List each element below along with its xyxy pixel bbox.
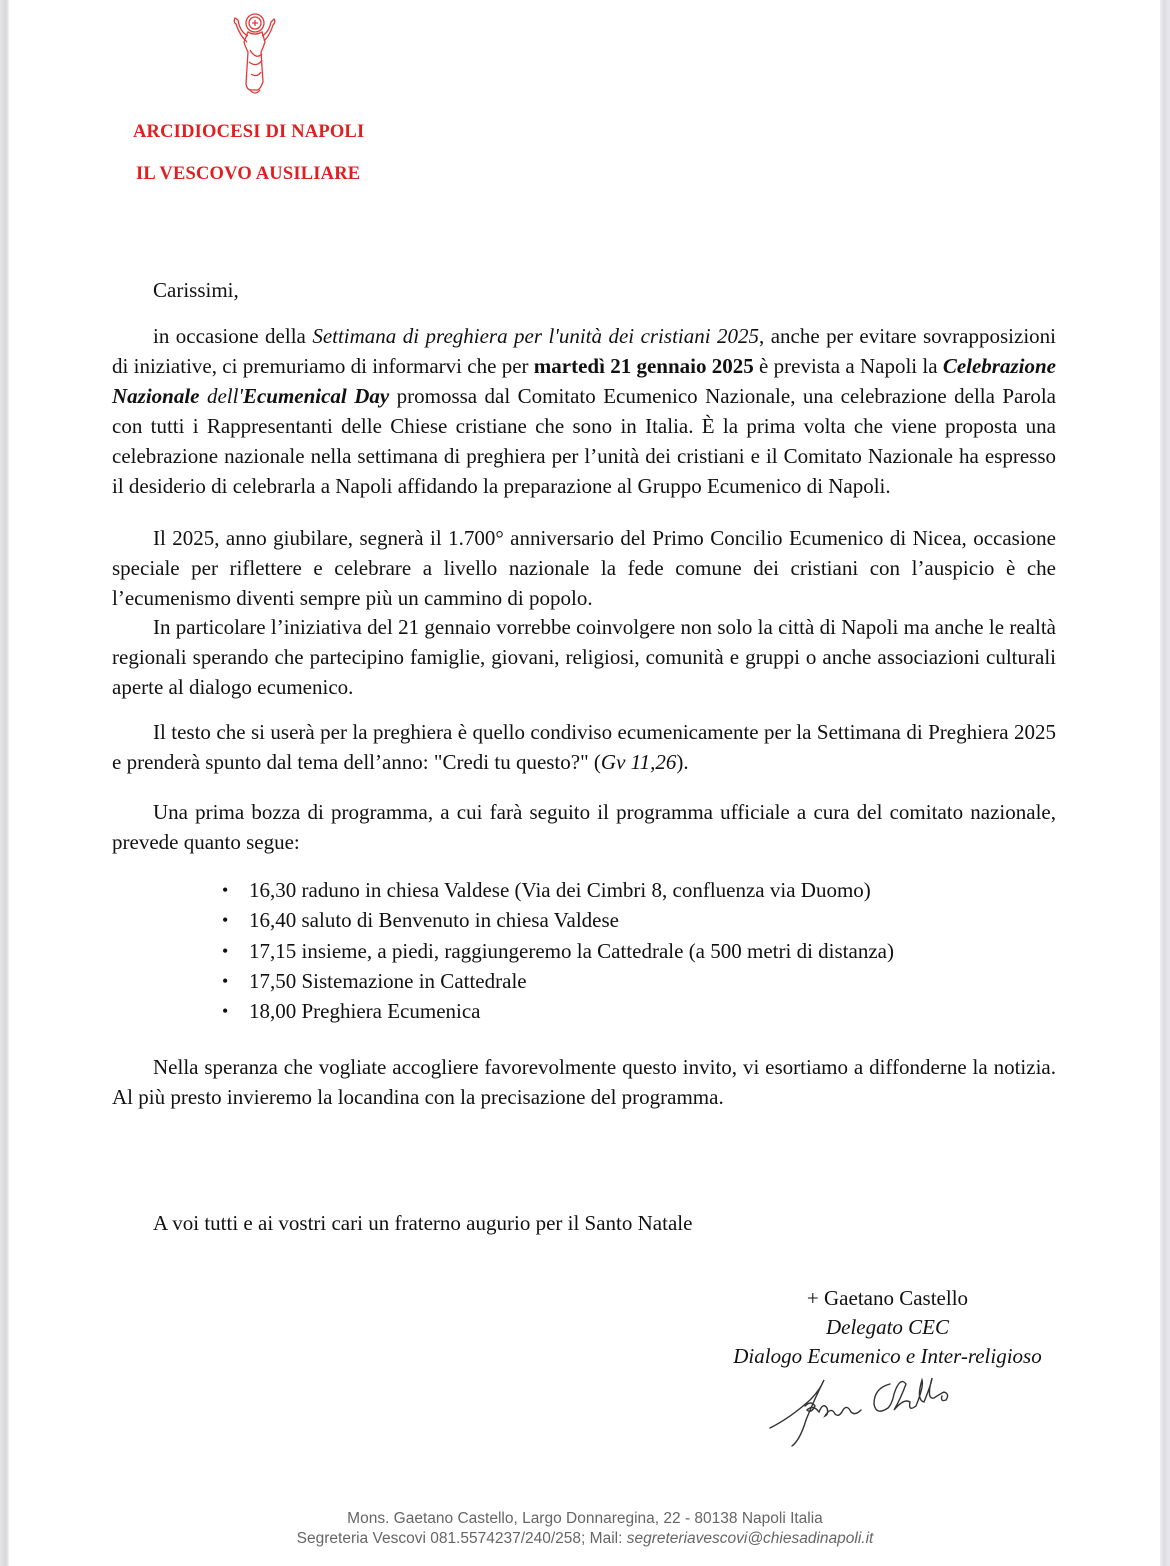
signer-name: + Gaetano Castello xyxy=(806,1286,969,1310)
text-segment: Il testo che si userà per la preghiera è quello condiviso ecumenicamente per la Settimana di Preghiera 2025 e prenderà spunto dal tema dell’anno: "Credi tu questo?" ( xyxy=(112,720,1056,774)
paragraph-text: Nella speranza che vogliate accogliere favorevolmente questo invito, vi esortiamo a diffonderne la notizia. Al più presto invieremo la locandina con la precisazione del programma. xyxy=(112,1055,1056,1109)
text-segment: , anche per evitare sovrapposizioni di iniziative, ci premuriamo di informarvi che per xyxy=(112,324,1056,378)
paragraph-initiative xyxy=(112,612,1056,702)
paragraph-prayer-text xyxy=(112,717,1056,777)
footer-address: Mons. Gaetano Castello, Largo Donnaregina, 22 - 80138 Napoli Italia xyxy=(347,1510,823,1527)
paragraph-jubilee xyxy=(112,523,1056,613)
signer-office: Dialogo Ecumenico e Inter-religioso xyxy=(733,1344,1042,1368)
schedule-item xyxy=(222,905,894,935)
signature-block xyxy=(700,1284,1075,1371)
closing-greeting xyxy=(112,1209,1056,1239)
paragraph-text: In particolare l’iniziativa del 21 gennaio vorrebbe coinvolgere non solo la città di Napoli ma anche le realtà regionali sperando che partecipino famiglie, giovani, religiosi, comunità e gruppi o anche associazioni culturali aperte al dialogo ecumenico. xyxy=(112,615,1056,699)
paragraph-text: Una prima bozza di programma, a cui farà seguito il programma ufficiale a cura del comitato nazionale, prevede quanto segue: xyxy=(112,800,1056,854)
schedule-item-text: 16,30 raduno in chiesa Valdese (Via dei Cimbri 8, confluenza via Duomo) xyxy=(249,878,871,902)
text-segment: promossa dal Comitato Ecumenico Nazionale, una celebrazione della Parola con tutti i Rappresentanti delle Chiese cristiane che sono in Italia. È la prima volta che viene proposta una celebrazione nazionale nella settimana di preghiera per l’unità dei cristiani e il Comitato Nazionale ha espresso il desiderio di celebrarla a Napoli affidando la preparazione al Gruppo Ecumenico di Napoli. xyxy=(112,384,1057,498)
signer-role: Delegato CEC xyxy=(825,1315,950,1339)
event-date: martedì 21 gennaio 2025 xyxy=(533,354,754,378)
paragraph-program-intro xyxy=(112,797,1056,857)
footer-email-link[interactable]: segreteriavescovi@chiesadinapoli.it xyxy=(626,1530,874,1547)
schedule-item-text: 17,50 Sistemazione in Cattedrale xyxy=(249,968,527,993)
bullet-icon: • xyxy=(222,970,229,991)
greeting xyxy=(112,276,1056,306)
bullet-icon: • xyxy=(222,1001,229,1022)
paragraph-announcement xyxy=(112,321,1056,501)
footer-phone: Segreteria Vescovi 081.5574237/240/258; Mail: xyxy=(296,1530,627,1547)
schedule-item xyxy=(222,936,894,966)
handwritten-signature-icon xyxy=(765,1366,980,1451)
ecumenical-day-title: Ecumenical Day xyxy=(242,384,390,408)
text-segment-italic: dell' xyxy=(206,384,243,408)
schedule-item-text: 16,40 saluto di Benvenuto in chiesa Valdese xyxy=(249,908,619,933)
saint-figure-icon xyxy=(228,10,282,102)
schedule-item xyxy=(222,875,894,905)
schedule-list xyxy=(222,875,894,1026)
schedule-item xyxy=(222,996,894,1026)
footer xyxy=(0,1509,1170,1549)
text-segment: in occasione della xyxy=(153,324,313,348)
text-segment: ). xyxy=(676,750,689,774)
footer-contact xyxy=(0,1529,1170,1549)
paragraph-text: Il 2025, anno giubilare, segnerà il 1.700° anniversario del Primo Concilio Ecumenico di Nicea, occasione speciale per riflettere e celebrare a livello nazionale la fede comune dei cristiani con l’auspicio è che l’ecumenismo diventi sempre più un cammino di popolo. xyxy=(112,526,1056,610)
closing-text: A voi tutti e ai vostri cari un fraterno augurio per il Santo Natale xyxy=(153,1211,693,1235)
bullet-icon: • xyxy=(222,910,229,931)
schedule-item-text: 18,00 Preghiera Ecumenica xyxy=(249,999,481,1024)
text-segment: è prevista a Napoli la xyxy=(753,354,943,378)
greeting-text: Carissimi, xyxy=(153,278,239,302)
org-name: ARCIDIOCESI DI NAPOLI xyxy=(133,122,365,142)
schedule-item xyxy=(222,966,894,996)
bullet-icon: • xyxy=(222,880,229,900)
bullet-icon: • xyxy=(222,940,229,961)
scripture-reference: Gv 11,26 xyxy=(600,750,677,774)
celebration-title: Celebrazione Nazionale xyxy=(112,354,1056,408)
paragraph-invitation xyxy=(112,1052,1056,1112)
text-segment xyxy=(200,384,207,408)
schedule-item-text: 17,15 insieme, a piedi, raggiungeremo la Cattedrale (a 500 metri di distanza) xyxy=(249,938,894,963)
event-title-italic: Settimana di preghiera per l'unità dei cristiani 2025 xyxy=(312,324,760,348)
org-subtitle: IL VESCOVO AUSILIARE xyxy=(136,164,361,184)
